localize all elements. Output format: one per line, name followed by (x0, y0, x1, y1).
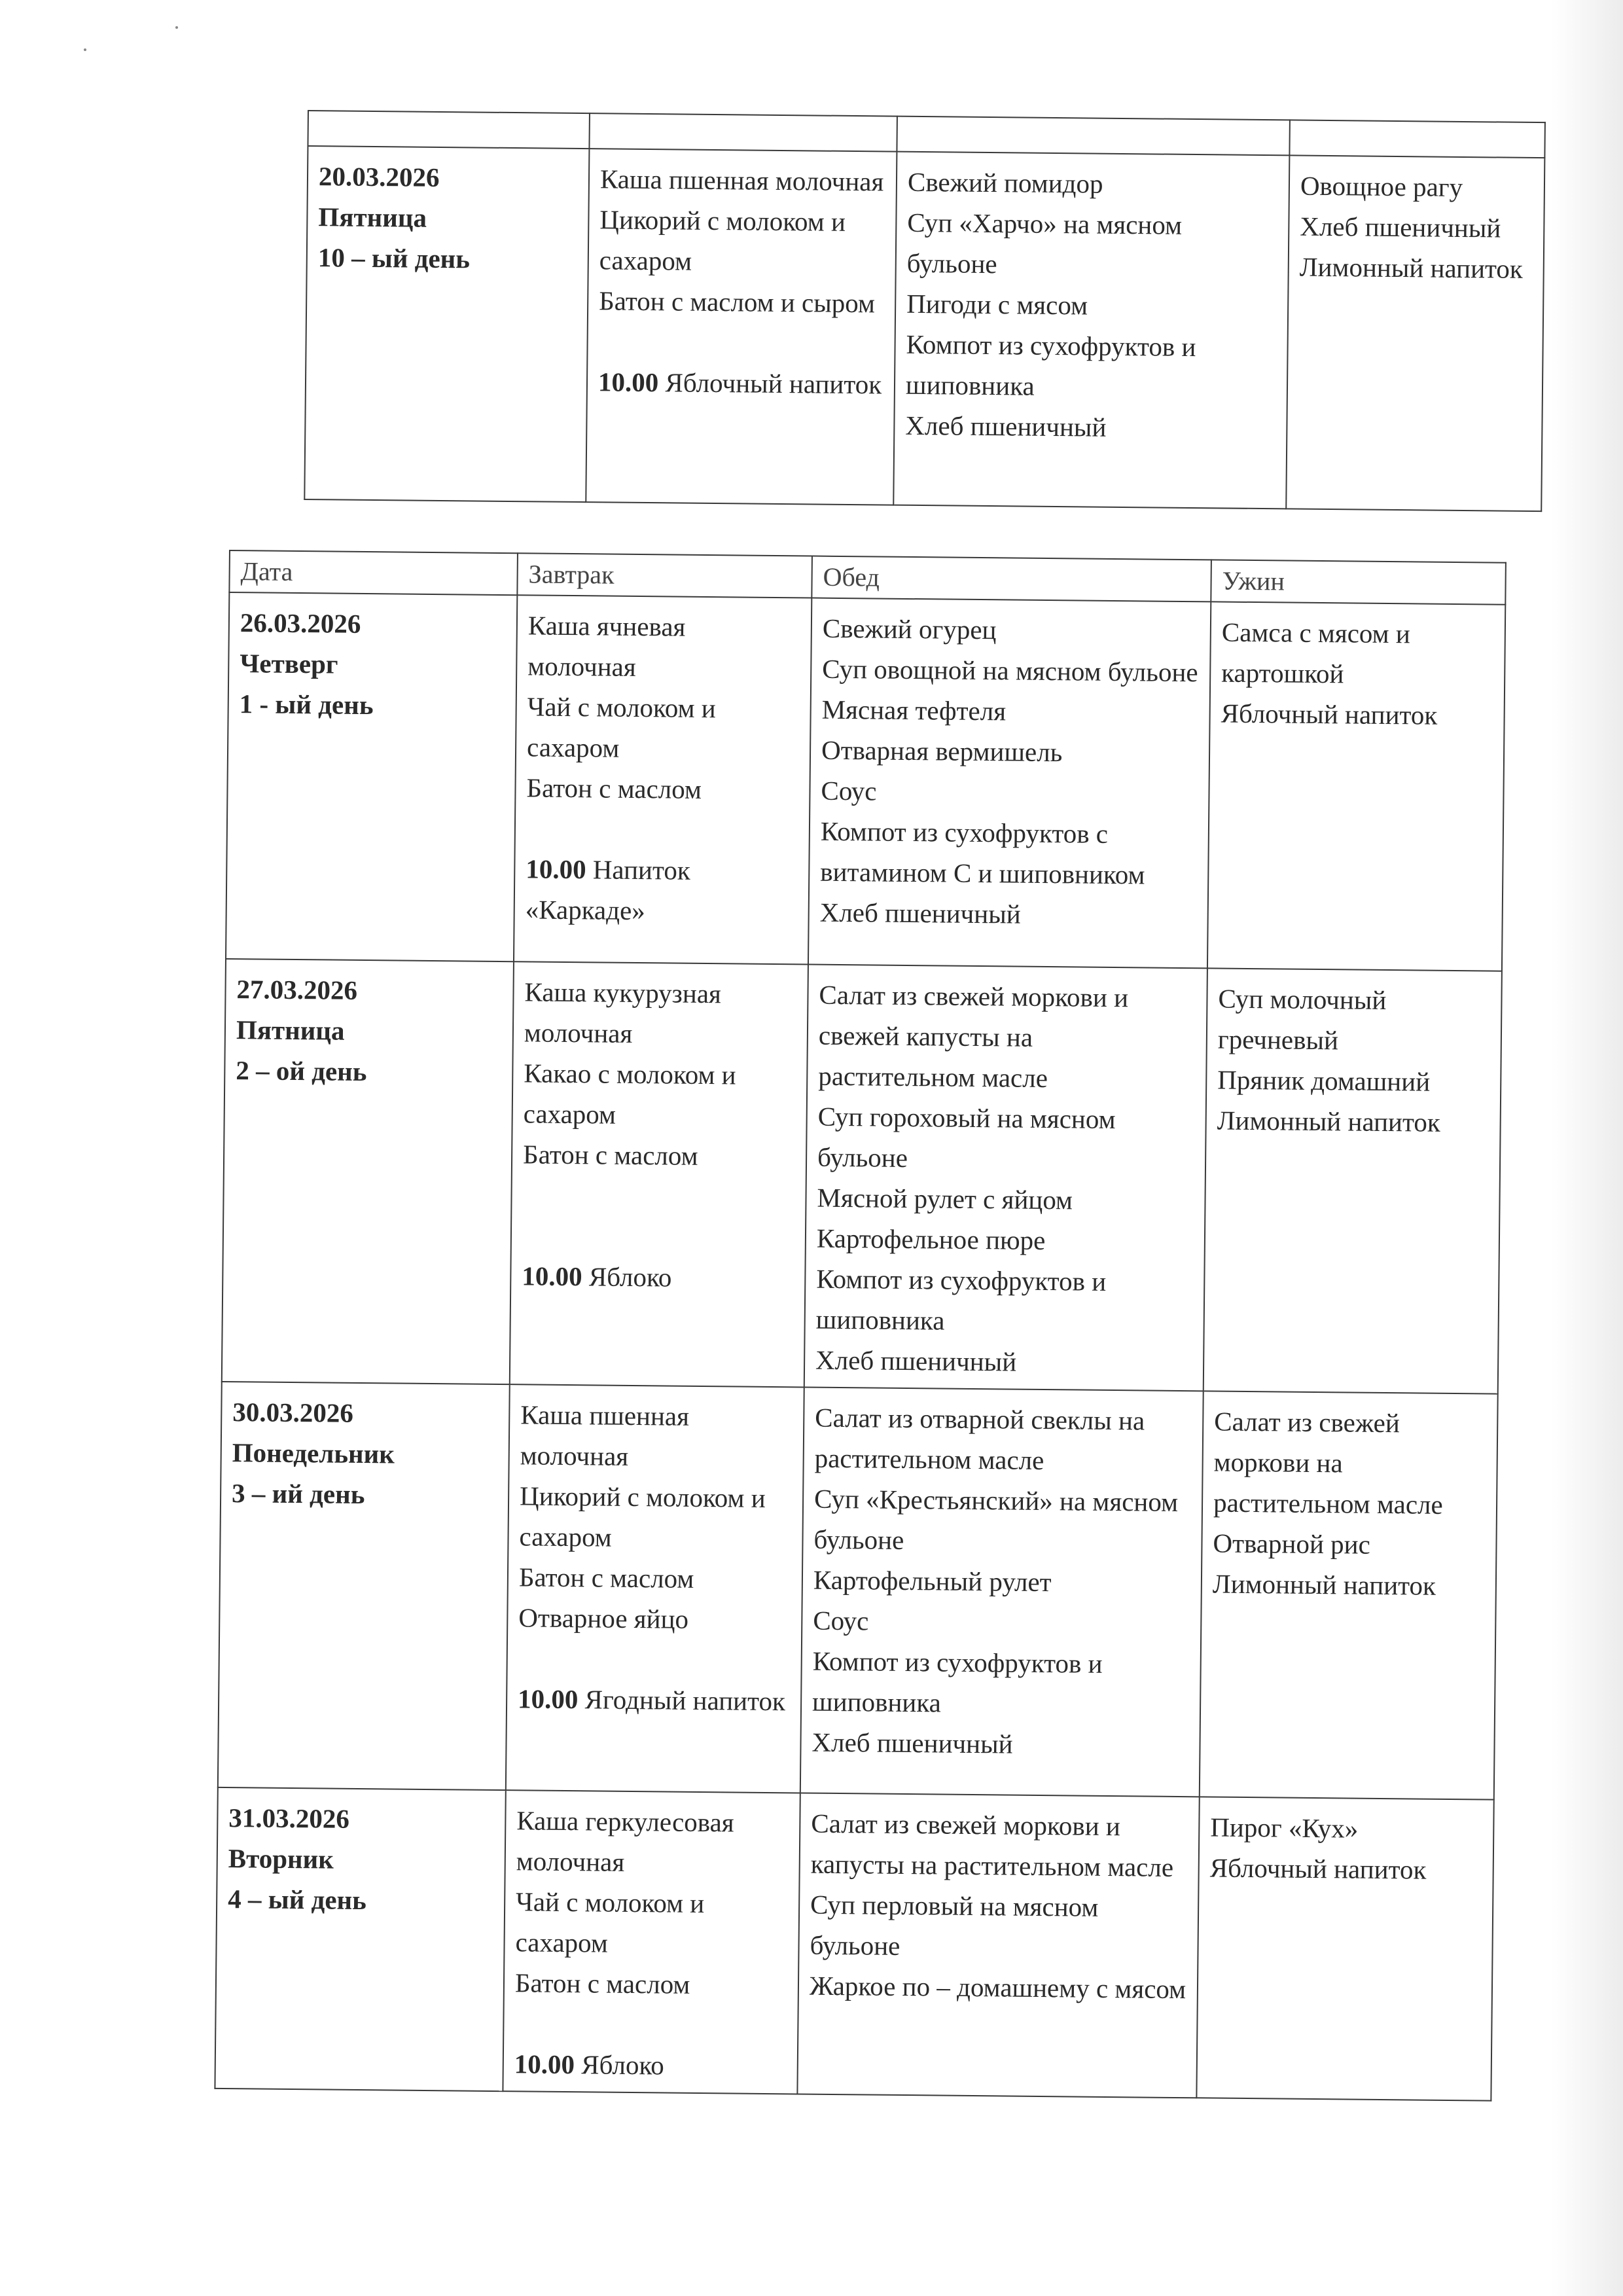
lunch-cell (893, 152, 1289, 509)
snack-time: 10.00 (597, 367, 659, 398)
menu-item: Каша геркулесовая молочная (516, 1805, 734, 1877)
menu-item: Свежий огурец (822, 613, 997, 645)
snack-line (522, 1255, 794, 1299)
menu-item: Хлеб пшеничный (819, 897, 1021, 929)
header-dinner: Ужин (1211, 560, 1506, 604)
menu-item: Компот из сухофруктов и шиповника (815, 1263, 1107, 1336)
snack-item: Ягодный напиток (584, 1684, 786, 1717)
snack-item: Яблоко (581, 2049, 665, 2081)
row-date: 31.03.2026 (228, 1803, 350, 1834)
row-day-label: 1 - ый день (239, 689, 374, 721)
row-date: 30.03.2026 (232, 1397, 354, 1428)
breakfast-cell (510, 961, 808, 1387)
table-row (215, 1787, 1493, 2101)
menu-item: Яблочный напиток (1209, 1852, 1427, 1885)
menu-item: Соус (813, 1605, 869, 1636)
row-day-label: 3 – ий день (231, 1478, 365, 1510)
table-row (226, 592, 1505, 971)
menu-item: Свежий помидор (907, 166, 1103, 199)
menu-item: Батон с маслом (514, 1967, 690, 2000)
menu-item: Пряник домашний (1217, 1064, 1431, 1097)
menu-item: Чай с молоком и сахаром (526, 691, 716, 763)
menu-item: Овощное рагу (1300, 170, 1463, 202)
breakfast-cell (586, 149, 897, 505)
date-cell (304, 146, 589, 502)
snack-line (518, 1678, 791, 1721)
row-date: 26.03.2026 (240, 607, 361, 639)
row-weekday: Вторник (228, 1843, 334, 1874)
menu-item: Цикорий с молоком и сахаром (519, 1480, 766, 1552)
table-row (222, 959, 1502, 1394)
menu-item: Каша ячневая молочная (527, 610, 686, 682)
menu-item: Компот из сухофруктов с витамином С и шиповником (820, 816, 1145, 890)
menu-table-main (214, 550, 1506, 2102)
menu-item: Компот из сухофруктов и шиповника (905, 329, 1196, 401)
menu-item: Суп перловый на мясном бульоне (810, 1889, 1099, 1961)
menu-item: Отварное яйцо (518, 1602, 689, 1634)
menu-item: Хлеб пшеничный (905, 410, 1107, 442)
menu-item: Чай с молоком и сахаром (515, 1886, 705, 1958)
menu-item: Какао с молоком и сахаром (523, 1058, 736, 1130)
header-date: Дата (229, 550, 518, 595)
menu-item: Жаркое по – домашнему с мясом (809, 1970, 1186, 2005)
snack-line (525, 848, 798, 932)
date-cell (215, 1787, 505, 2091)
row-date: 20.03.2026 (318, 161, 440, 192)
snack-line (514, 2043, 787, 2087)
snack-item: Яблоко (588, 1261, 672, 1293)
menu-item: Пирог «Кух» (1210, 1812, 1359, 1844)
menu-item: Хлеб пшеничный (812, 1727, 1013, 1759)
snack-line (598, 361, 884, 404)
menu-item: Суп «Харчо» на мясном бульоне (906, 207, 1183, 279)
table-row (218, 1382, 1498, 1800)
menu-item: Суп гороховый на мясном бульоне (817, 1101, 1116, 1173)
snack-time: 10.00 (522, 1261, 582, 1292)
menu-item: Мясная тефтеля (821, 694, 1007, 726)
dinner-cell (1200, 1391, 1498, 1799)
dinner-cell (1196, 1797, 1493, 2100)
menu-item: Хлеб пшеничный (1300, 211, 1501, 243)
menu-item: Лимонный напиток (1299, 251, 1524, 284)
lunch-cell (808, 598, 1211, 969)
lunch-cell (797, 1793, 1199, 2098)
menu-item: Компот из сухофруктов и шиповника (812, 1645, 1103, 1718)
row-day-label: 10 – ый день (317, 242, 471, 274)
menu-item: Картофельное пюре (816, 1223, 1046, 1256)
dinner-cell (1204, 968, 1502, 1393)
menu-item: Суп молочный гречневый (1217, 983, 1387, 1056)
breakfast-cell (514, 595, 812, 964)
date-cell (222, 959, 514, 1384)
row-weekday: Четверг (240, 648, 338, 679)
menu-table-top (304, 110, 1546, 512)
breakfast-cell (506, 1384, 804, 1793)
dinner-cell (1207, 601, 1505, 971)
dinner-cell (1286, 155, 1544, 511)
menu-item: Соус (821, 775, 877, 806)
row-day-label: 4 – ый день (227, 1884, 367, 1916)
snack-item: Напиток «Каркаде» (525, 854, 691, 926)
menu-item: Суп «Крестьянский» на мясном бульоне (813, 1483, 1179, 1555)
row-weekday: Понедельник (232, 1437, 395, 1469)
row-weekday: Пятница (236, 1014, 345, 1046)
lunch-cell (800, 1387, 1204, 1797)
date-cell (218, 1382, 510, 1790)
menu-item: Хлеб пшеничный (815, 1344, 1017, 1377)
scan-speck (175, 26, 178, 29)
table-row (304, 146, 1544, 511)
menu-item: Отварной рис (1213, 1528, 1371, 1560)
menu-item: Каша пшенная молочная (520, 1399, 690, 1471)
menu-item: Салат из отварной свеклы на растительном масле (814, 1402, 1145, 1476)
menu-item: Цикорий с молоком и сахаром (599, 204, 846, 276)
date-cell (226, 592, 517, 961)
scan-shadow-edge (1551, 0, 1623, 2296)
lunch-cell (804, 965, 1207, 1391)
menu-item: Яблочный напиток (1221, 698, 1438, 730)
menu-item: Каша кукурузная молочная (524, 977, 722, 1049)
row-weekday: Пятница (318, 202, 427, 233)
menu-item: Батон с маслом (518, 1562, 694, 1594)
menu-item: Лимонный напиток (1217, 1105, 1441, 1138)
menu-item: Батон с маслом и сыром (599, 285, 876, 319)
menu-item: Самса с мясом и картошкой (1221, 617, 1411, 689)
menu-item: Салат из свежей моркови и свежей капусты на растительном масле (818, 979, 1129, 1094)
menu-item: Мясной рулет с яйцом (817, 1182, 1073, 1215)
row-date: 27.03.2026 (236, 974, 358, 1005)
breakfast-cell (503, 1790, 800, 2094)
menu-item: Батон с маслом (522, 1139, 698, 1171)
menu-item: Салат из свежей моркови на растительном масле (1213, 1406, 1443, 1520)
menu-item: Отварная вермишель (821, 734, 1063, 768)
scan-speck (84, 48, 86, 51)
menu-item: Салат из свежей моркови и капусты на растительном масле (810, 1808, 1174, 1882)
snack-time: 10.00 (526, 853, 586, 885)
header-lunch: Обед (812, 556, 1211, 602)
snack-time: 10.00 (517, 1683, 579, 1715)
menu-item: Пигоди с мясом (906, 288, 1088, 321)
menu-item: Картофельный рулет (813, 1564, 1052, 1598)
menu-item: Батон с маслом (526, 772, 702, 804)
menu-item: Лимонный напиток (1212, 1568, 1436, 1601)
menu-item: Суп овощной на мясном бульоне (822, 653, 1198, 688)
row-day-label: 2 – ой день (236, 1055, 367, 1087)
header-breakfast: Завтрак (517, 553, 812, 598)
snack-time: 10.00 (514, 2049, 575, 2080)
snack-item: Яблочный напиток (665, 367, 882, 400)
menu-item: Каша пшенная молочная (599, 164, 884, 197)
